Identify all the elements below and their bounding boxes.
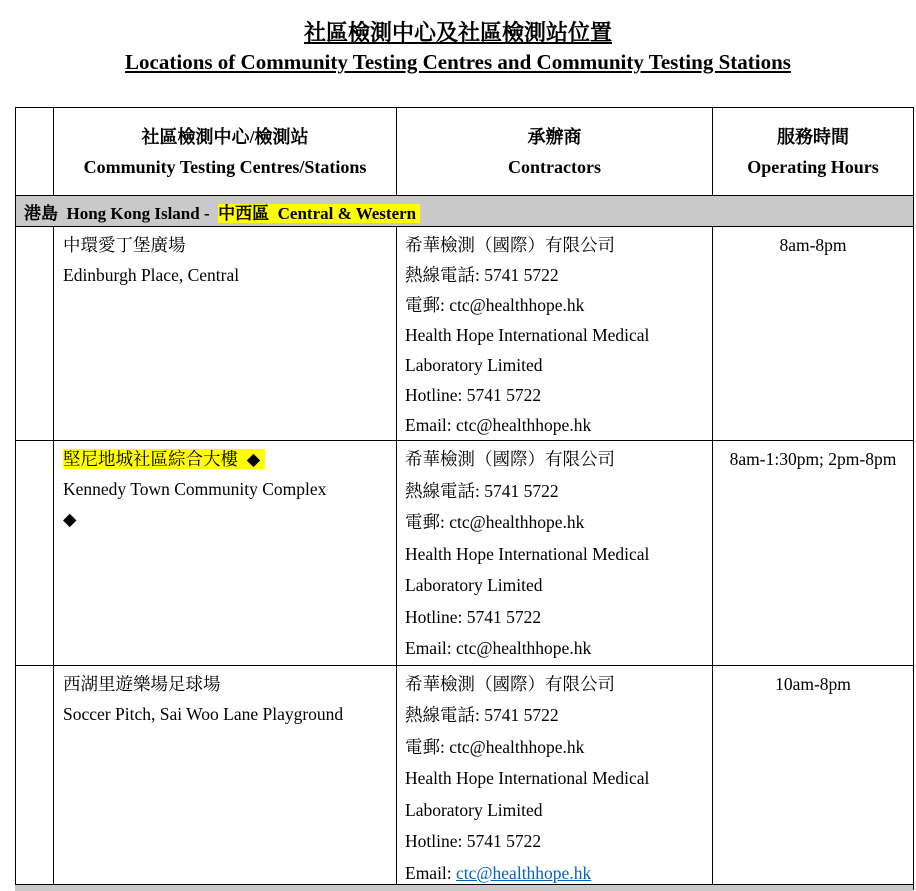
hours-header-en: Operating Hours — [747, 156, 879, 177]
contractor-name-en-1: Health Hope International Medical — [405, 768, 650, 788]
contractor-hotline-en: Hotline: 5741 5722 — [405, 606, 542, 627]
table-row — [16, 665, 914, 890]
contractor-email-zh: 電郵: ctc@healthhope.hk — [405, 736, 585, 757]
hours-header-zh: 服務時間 — [777, 126, 849, 147]
contractor-cell — [397, 665, 713, 890]
contractor-cell — [397, 441, 713, 666]
email-value: ctc@healthhope.hk — [456, 415, 592, 435]
location-name-zh — [63, 449, 265, 469]
region-district-zh: 中西區 — [218, 203, 270, 223]
contractor-email-en — [405, 633, 712, 665]
contractor-name-zh: 希華檢測（國際）有限公司 — [405, 673, 615, 694]
location-header-zh: 社區檢測中心/檢測站 — [141, 126, 309, 147]
contractor-name-en-2: Laboratory Limited — [405, 799, 543, 820]
table-row — [16, 227, 914, 441]
contractor-name-en-1: Health Hope International Medical — [405, 543, 650, 564]
contractor-hotline-en: Hotline: 5741 5722 — [405, 385, 542, 405]
location-header-en: Community Testing Centres/Stations — [83, 156, 367, 177]
contractor-hotline-zh: 熱線電話: 5741 5722 — [405, 265, 559, 285]
location-name-en: Edinburgh Place, Central — [63, 265, 240, 285]
location-name-zh: 西湖里遊樂場足球場 — [63, 673, 221, 694]
email-link[interactable]: ctc@healthhope.hk — [456, 862, 592, 883]
contractor-name-zh: 希華檢測（國際）有限公司 — [405, 449, 615, 469]
location-name-zh: 中環愛丁堡廣場 — [63, 235, 186, 255]
locations-table — [15, 107, 914, 890]
contractor-header-zh: 承辦商 — [527, 126, 582, 147]
contractor-name-en-2: Laboratory Limited — [405, 355, 543, 375]
email-label: Email: — [405, 638, 457, 658]
table-header-row — [16, 108, 914, 196]
contractor-email-en — [405, 410, 712, 440]
region-district-en: Central & Western — [277, 203, 417, 223]
index-header — [16, 108, 54, 196]
location-header — [54, 108, 397, 196]
contractor-hotline-zh: 熱線電話: 5741 5722 — [405, 480, 559, 501]
region-row — [16, 196, 914, 227]
hours-cell: 8am-1:30pm; 2pm-8pm — [713, 441, 914, 666]
contractor-name-en-1: Health Hope International Medical — [405, 325, 650, 345]
region-district-highlight — [218, 204, 420, 223]
location-cell — [54, 665, 397, 890]
region-island-zh: 港島 — [24, 203, 58, 223]
contractor-name-en-2: Laboratory Limited — [405, 575, 543, 595]
location-name-zh-line — [63, 444, 396, 474]
contractor-header — [397, 108, 713, 196]
page-title-en: Locations of Community Testing Centres and Community Testing Stations — [125, 50, 791, 74]
hours-header — [713, 108, 914, 196]
location-name-en: Soccer Pitch, Sai Woo Lane Playground — [63, 703, 344, 724]
hours-cell: 8am-8pm — [713, 227, 914, 441]
contractor-name-zh: 希華檢測（國際）有限公司 — [405, 235, 615, 255]
contractor-header-en: Contractors — [508, 156, 601, 177]
location-name-en: Kennedy Town Community Complex — [63, 479, 327, 499]
row-index-cell — [16, 665, 54, 890]
hours-cell: 10am-8pm — [713, 665, 914, 890]
location-cell — [54, 441, 397, 666]
contractor-email-zh: 電郵: ctc@healthhope.hk — [405, 512, 585, 532]
email-value: ctc@healthhope.hk — [456, 638, 592, 658]
next-region-row-edge — [15, 884, 913, 891]
page-title-zh: 社區檢測中心及社區檢測站位置 — [303, 20, 612, 45]
row-index-cell — [16, 441, 54, 666]
diamond-marker-icon: ◆ — [246, 449, 261, 469]
location-name-zh-text: 堅尼地城社區綜合大樓 — [63, 449, 238, 469]
table-row — [16, 441, 914, 666]
contractor-cell — [397, 227, 713, 441]
email-label: Email: — [405, 415, 457, 435]
region-island-en: Hong Kong Island - — [66, 203, 210, 223]
diamond-marker-icon: ◆ — [63, 509, 77, 529]
contractor-hotline-en: Hotline: 5741 5722 — [405, 831, 542, 851]
region-cell — [16, 196, 914, 227]
row-index-cell — [16, 227, 54, 441]
contractor-hotline-zh: 熱線電話: 5741 5722 — [405, 705, 559, 725]
contractor-email-zh: 電郵: ctc@healthhope.hk — [405, 295, 585, 315]
location-cell — [54, 227, 397, 441]
email-label: Email: — [405, 862, 457, 883]
